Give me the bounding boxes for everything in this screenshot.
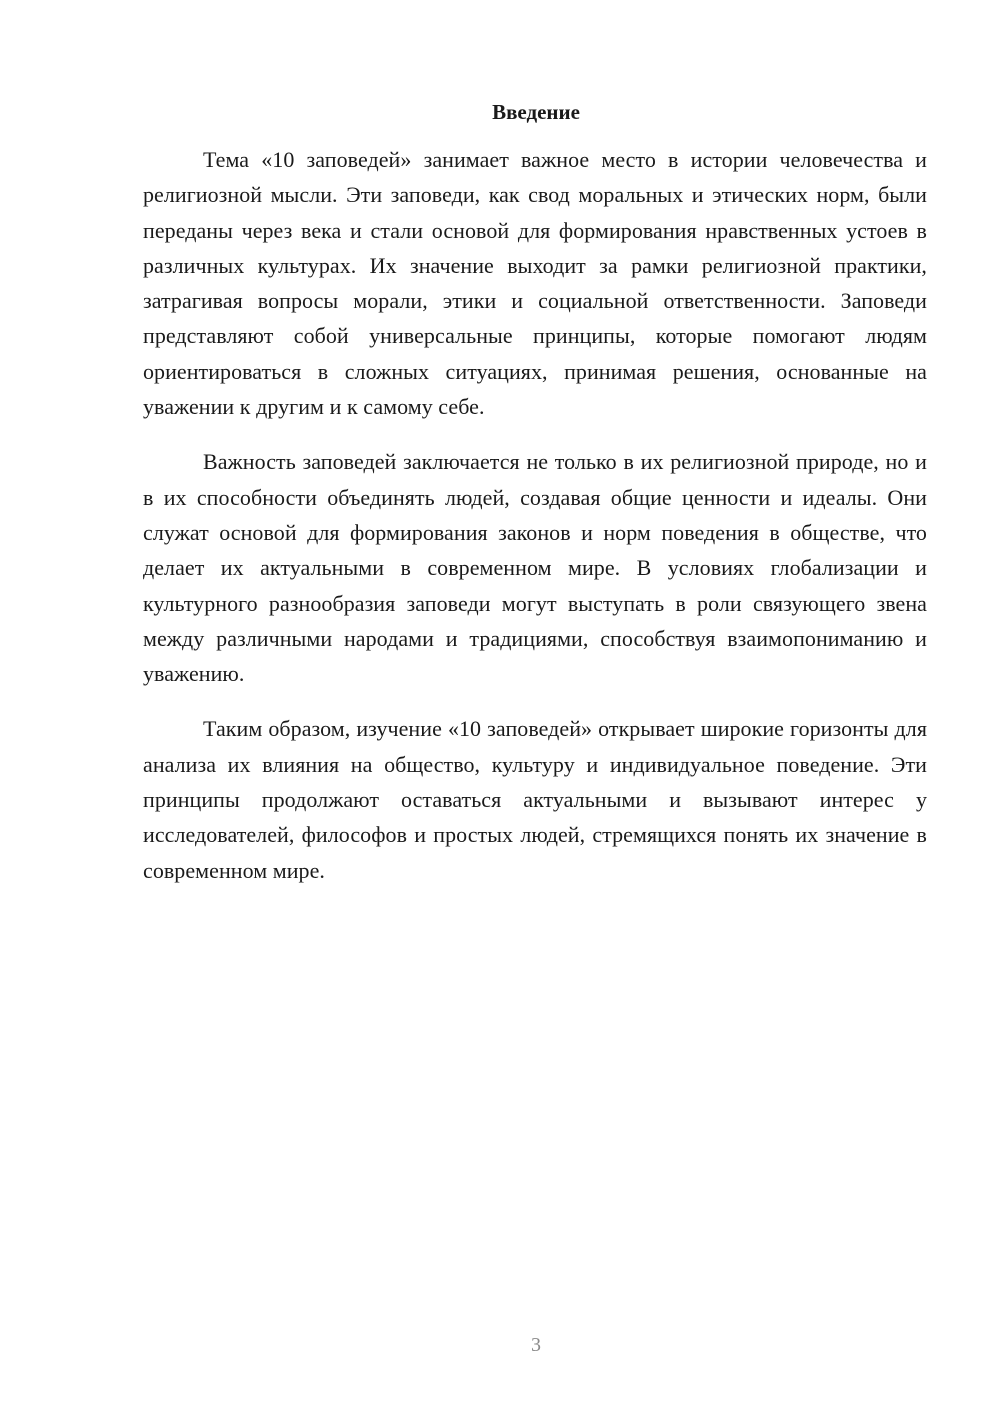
paragraph-3: Таким образом, изучение «10 заповедей» открывает широкие горизонты для анализа их влияния на общество, культуру и индивидуальное поведение. Эти принципы продолжают оставаться актуальными и вызывают интерес у исследователей, философов и простых людей, стремящихся понять их значение в современном мире. (143, 716, 927, 883)
paragraph-2: Важность заповедей заключается не только в их религиозной природе, но и в их способности объединять людей, создавая общие ценности и идеалы. Они служат основой для формирования законов и норм поведения в обществе, что делает их актуальными в современном мире. В условиях глобализации и культурного разнообразия заповеди могут выступать в роли связующего звена между различными народами и традициями, способствуя взаимопониманию и уважению. (143, 449, 927, 687)
body-text (143, 142, 927, 908)
paragraph-1: Тема «10 заповедей» занимает важное место в истории человечества и религиозной мысли. Эти заповеди, как свод моральных и этических норм, были переданы через века и стали основой для формирования нравственных устоев в различных культурах. Их значение выходит за рамки религиозной практики, затрагивая вопросы морали, этики и социальной ответственности. Заповеди представляют собой универсальные принципы, которые помогают людям ориентироваться в сложных ситуациях, принимая решения, основанные на уважении к другим и к самому себе. (143, 147, 927, 420)
page-number: 3 (531, 1334, 541, 1356)
section-title: Введение (492, 100, 580, 124)
